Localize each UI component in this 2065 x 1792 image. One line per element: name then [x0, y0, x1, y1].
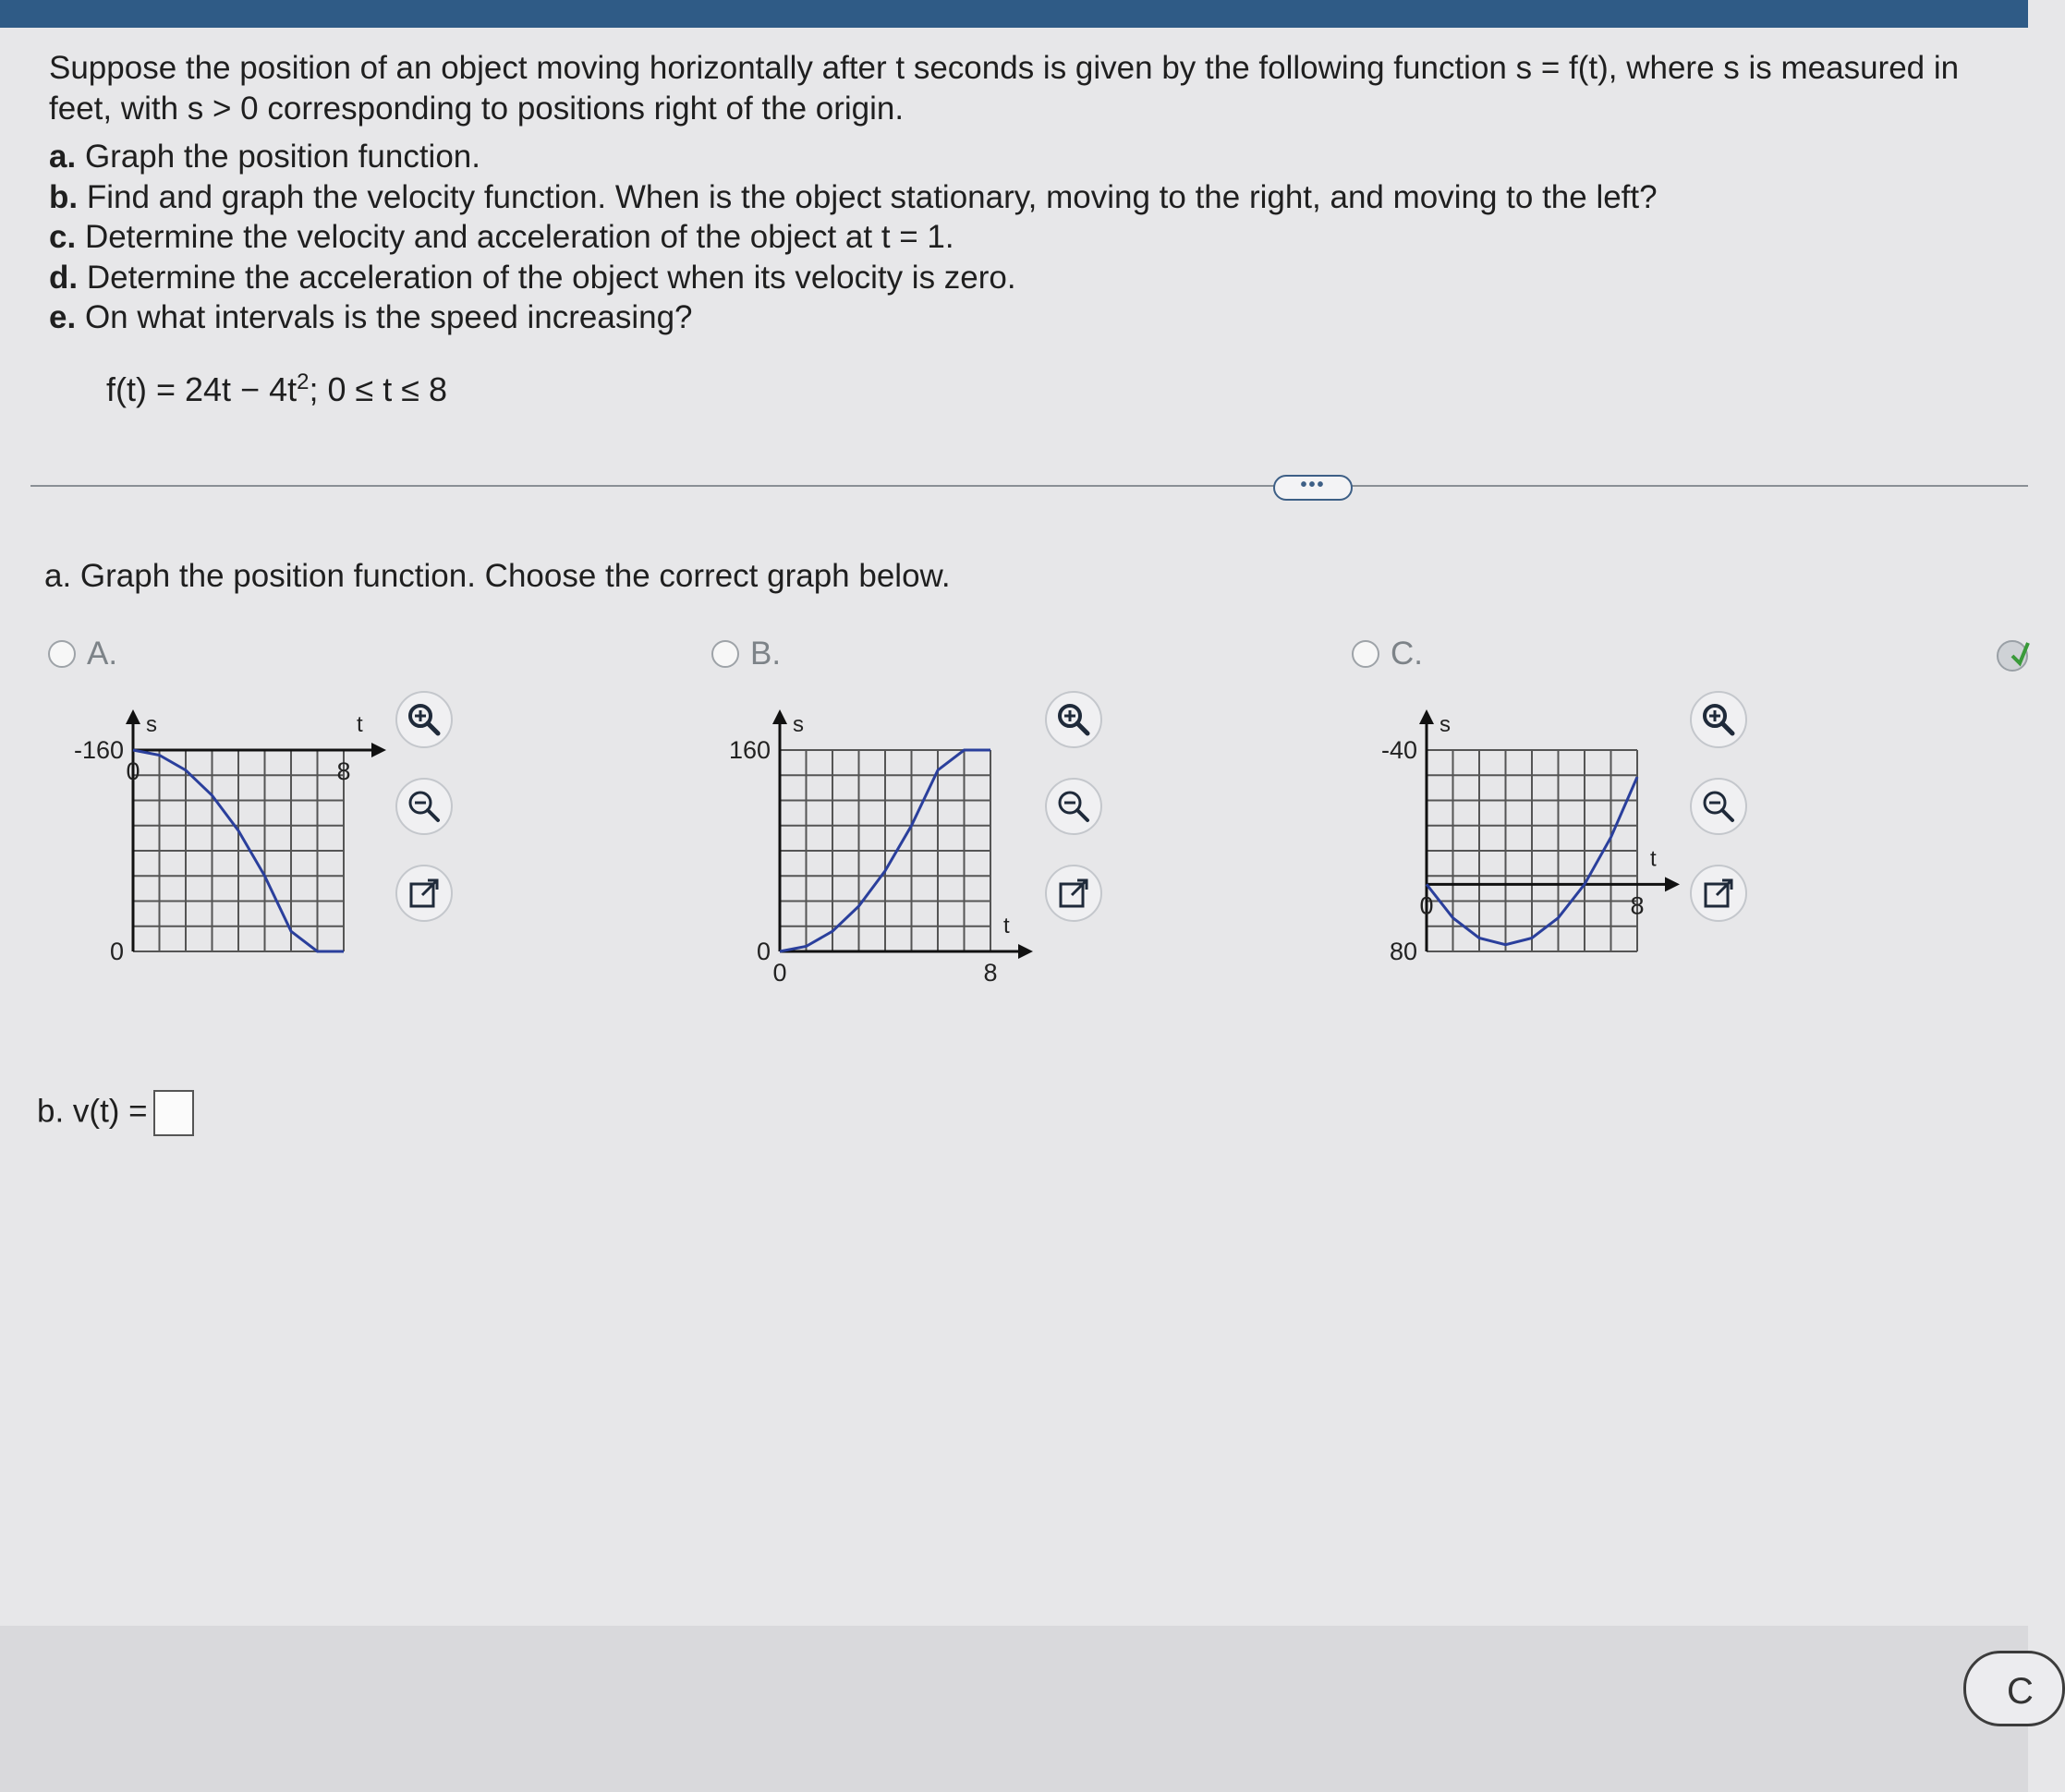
y-tick-label: 80: [1389, 938, 1417, 965]
plot-area: [729, 709, 1033, 987]
formula-domain: ; 0 ≤ t ≤ 8: [309, 370, 448, 408]
footer-panel: [0, 1626, 2028, 1792]
open-window-icon: [1698, 873, 1739, 914]
option-c-graph: [1380, 712, 1682, 965]
y-tick-label: 160: [728, 736, 771, 764]
x-tick-label: 8: [1630, 891, 1645, 920]
formula-main: f(t) = 24t − 4t: [106, 370, 298, 408]
option-b-radio[interactable]: [711, 640, 739, 668]
option-c-radio[interactable]: [1352, 640, 1379, 668]
part-b-answer-row: [37, 1090, 194, 1136]
option-a-radio[interactable]: [48, 640, 76, 668]
zoom-in-icon: [404, 699, 444, 740]
position-formula: [106, 369, 447, 409]
part-letter: d.: [49, 259, 79, 296]
part-letter: c.: [49, 219, 77, 255]
option-a-graph: [73, 712, 388, 965]
problem-parts-list: [49, 137, 2026, 338]
problem-part-a: [49, 137, 2026, 177]
part-text: On what intervals is the speed increasing?: [84, 299, 693, 335]
part-letter: a.: [49, 139, 77, 175]
x-tick-label: 0: [126, 757, 140, 785]
part-text: Determine the acceleration of the object when its velocity is zero.: [86, 259, 1016, 296]
problem-part-e: [49, 297, 2026, 338]
option-c-label: C.: [1391, 636, 1423, 672]
y-axis-label: s: [793, 712, 804, 737]
x-axis-label: t: [357, 712, 363, 737]
option-b-graph: [728, 712, 1035, 987]
y-axis-arrow: [1419, 709, 1434, 724]
option-b-zoom-in-button[interactable]: [1045, 691, 1102, 748]
y-tick-label: -160: [73, 736, 124, 764]
formula-exponent: 2: [297, 369, 310, 394]
option-c-zoom-out-button[interactable]: [1690, 778, 1747, 835]
option-a-zoom-out-button[interactable]: [395, 778, 453, 835]
header-bar: [0, 0, 2028, 28]
option-a-zoom-in-button[interactable]: [395, 691, 453, 748]
problem-part-b: [49, 177, 2026, 218]
velocity-answer-input[interactable]: [153, 1090, 194, 1136]
check-icon: [1994, 637, 2028, 674]
problem-intro: Suppose the position of an object moving horizontally after t seconds is given by the following function s = f(t), where s is measured in feet, with s > 0 corresponding to positions right of the origin.: [49, 50, 1960, 127]
part-letter: b.: [49, 178, 79, 215]
x-axis-arrow: [1018, 944, 1033, 959]
x-tick-label: 8: [983, 959, 998, 987]
option-b-open-window-button[interactable]: [1045, 865, 1102, 922]
option-b-zoom-out-button[interactable]: [1045, 778, 1102, 835]
plot-area: [1381, 709, 1680, 965]
part-a-prompt: a. Graph the position function. Choose the correct graph below.: [44, 558, 951, 594]
open-window-icon: [1053, 873, 1094, 914]
x-axis-arrow: [1665, 877, 1680, 891]
more-options-button[interactable]: •••: [1273, 475, 1353, 501]
zoom-in-icon: [1698, 699, 1739, 740]
y-tick-label: -40: [1380, 736, 1417, 764]
x-tick-label: 0: [1419, 891, 1434, 920]
option-c-open-window-button[interactable]: [1690, 865, 1747, 922]
part-text: Find and graph the velocity function. When is the object stationary, moving to the right, and moving to the left?: [86, 178, 1658, 215]
part-text: Determine the velocity and acceleration of the object at t = 1.: [84, 219, 954, 255]
y-axis-label: s: [1439, 712, 1451, 737]
zoom-out-icon: [1053, 786, 1094, 827]
problem-statement: [49, 48, 2026, 338]
zoom-out-icon: [1698, 786, 1739, 827]
zoom-out-icon: [404, 786, 444, 827]
x-axis-label: t: [1003, 914, 1010, 938]
part-letter: e.: [49, 299, 77, 335]
x-tick-label: 0: [772, 959, 787, 987]
x-axis-label: t: [1650, 846, 1657, 872]
option-a-label: A.: [87, 636, 118, 672]
option-b-label: B.: [750, 636, 782, 672]
section-divider: [30, 485, 2028, 487]
x-tick-label: 8: [336, 757, 351, 785]
corner-action-button[interactable]: C: [1963, 1651, 2065, 1726]
y-axis-arrow: [772, 709, 787, 724]
y-axis-arrow: [126, 709, 140, 724]
problem-part-c: [49, 217, 2026, 258]
option-c-zoom-in-button[interactable]: [1690, 691, 1747, 748]
x-axis-arrow: [371, 743, 386, 757]
y-axis-label: s: [146, 712, 157, 737]
option-a-open-window-button[interactable]: [395, 865, 453, 922]
open-window-icon: [404, 873, 444, 914]
zoom-in-icon: [1053, 699, 1094, 740]
y-tick-label: 0: [756, 938, 771, 965]
plot-area: [74, 709, 386, 965]
y-tick-label: 0: [109, 938, 124, 965]
part-b-label: b. v(t) =: [37, 1093, 148, 1130]
part-text: Graph the position function.: [84, 139, 480, 175]
problem-part-d: [49, 258, 2026, 298]
